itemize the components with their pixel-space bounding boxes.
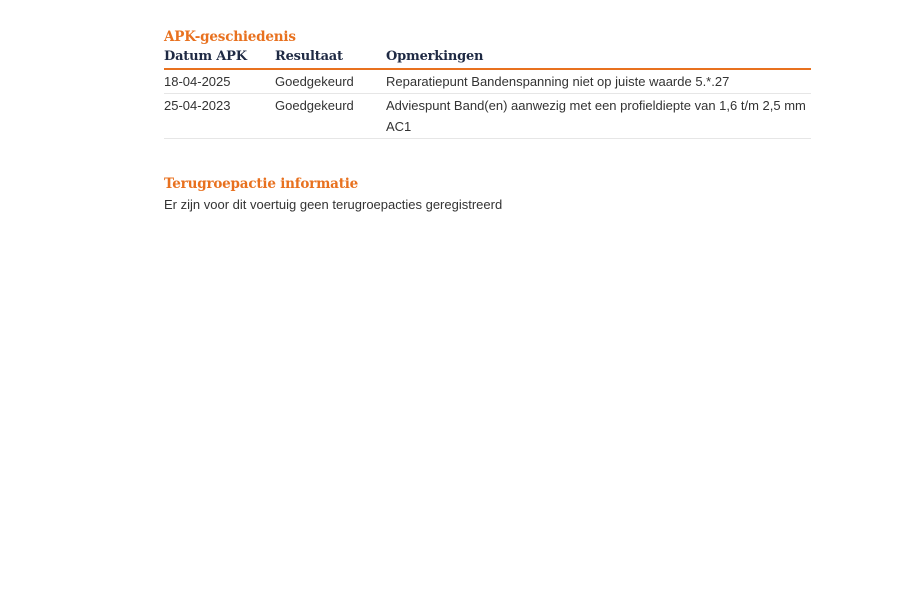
recall-text: Er zijn voor dit voertuig geen terugroepacties geregistreerd (164, 197, 503, 212)
cell-result: Goedgekeurd (275, 69, 386, 94)
column-header-remarks: Opmerkingen (386, 48, 811, 69)
cell-remarks: Adviespunt Band(en) aanwezig met een profieldiepte van 1,6 t/m 2,5 mm AC1 (386, 94, 811, 139)
cell-date: 18-04-2025 (164, 69, 275, 94)
cell-date: 25-04-2023 (164, 94, 275, 139)
apk-history-title: APK-geschiedenis (164, 29, 296, 45)
table-header-row (164, 48, 811, 69)
column-header-result: Resultaat (275, 48, 386, 69)
cell-result: Goedgekeurd (275, 94, 386, 139)
recall-title: Terugroepactie informatie (164, 176, 359, 192)
apk-history-section (164, 28, 811, 139)
table-row (164, 69, 811, 94)
cell-remarks: Reparatiepunt Bandenspanning niet op juiste waarde 5.*.27 (386, 69, 811, 94)
recall-section (164, 175, 811, 214)
column-header-date: Datum APK (164, 48, 275, 69)
apk-history-table (164, 48, 811, 139)
document-page (164, 28, 811, 214)
table-row (164, 94, 811, 139)
